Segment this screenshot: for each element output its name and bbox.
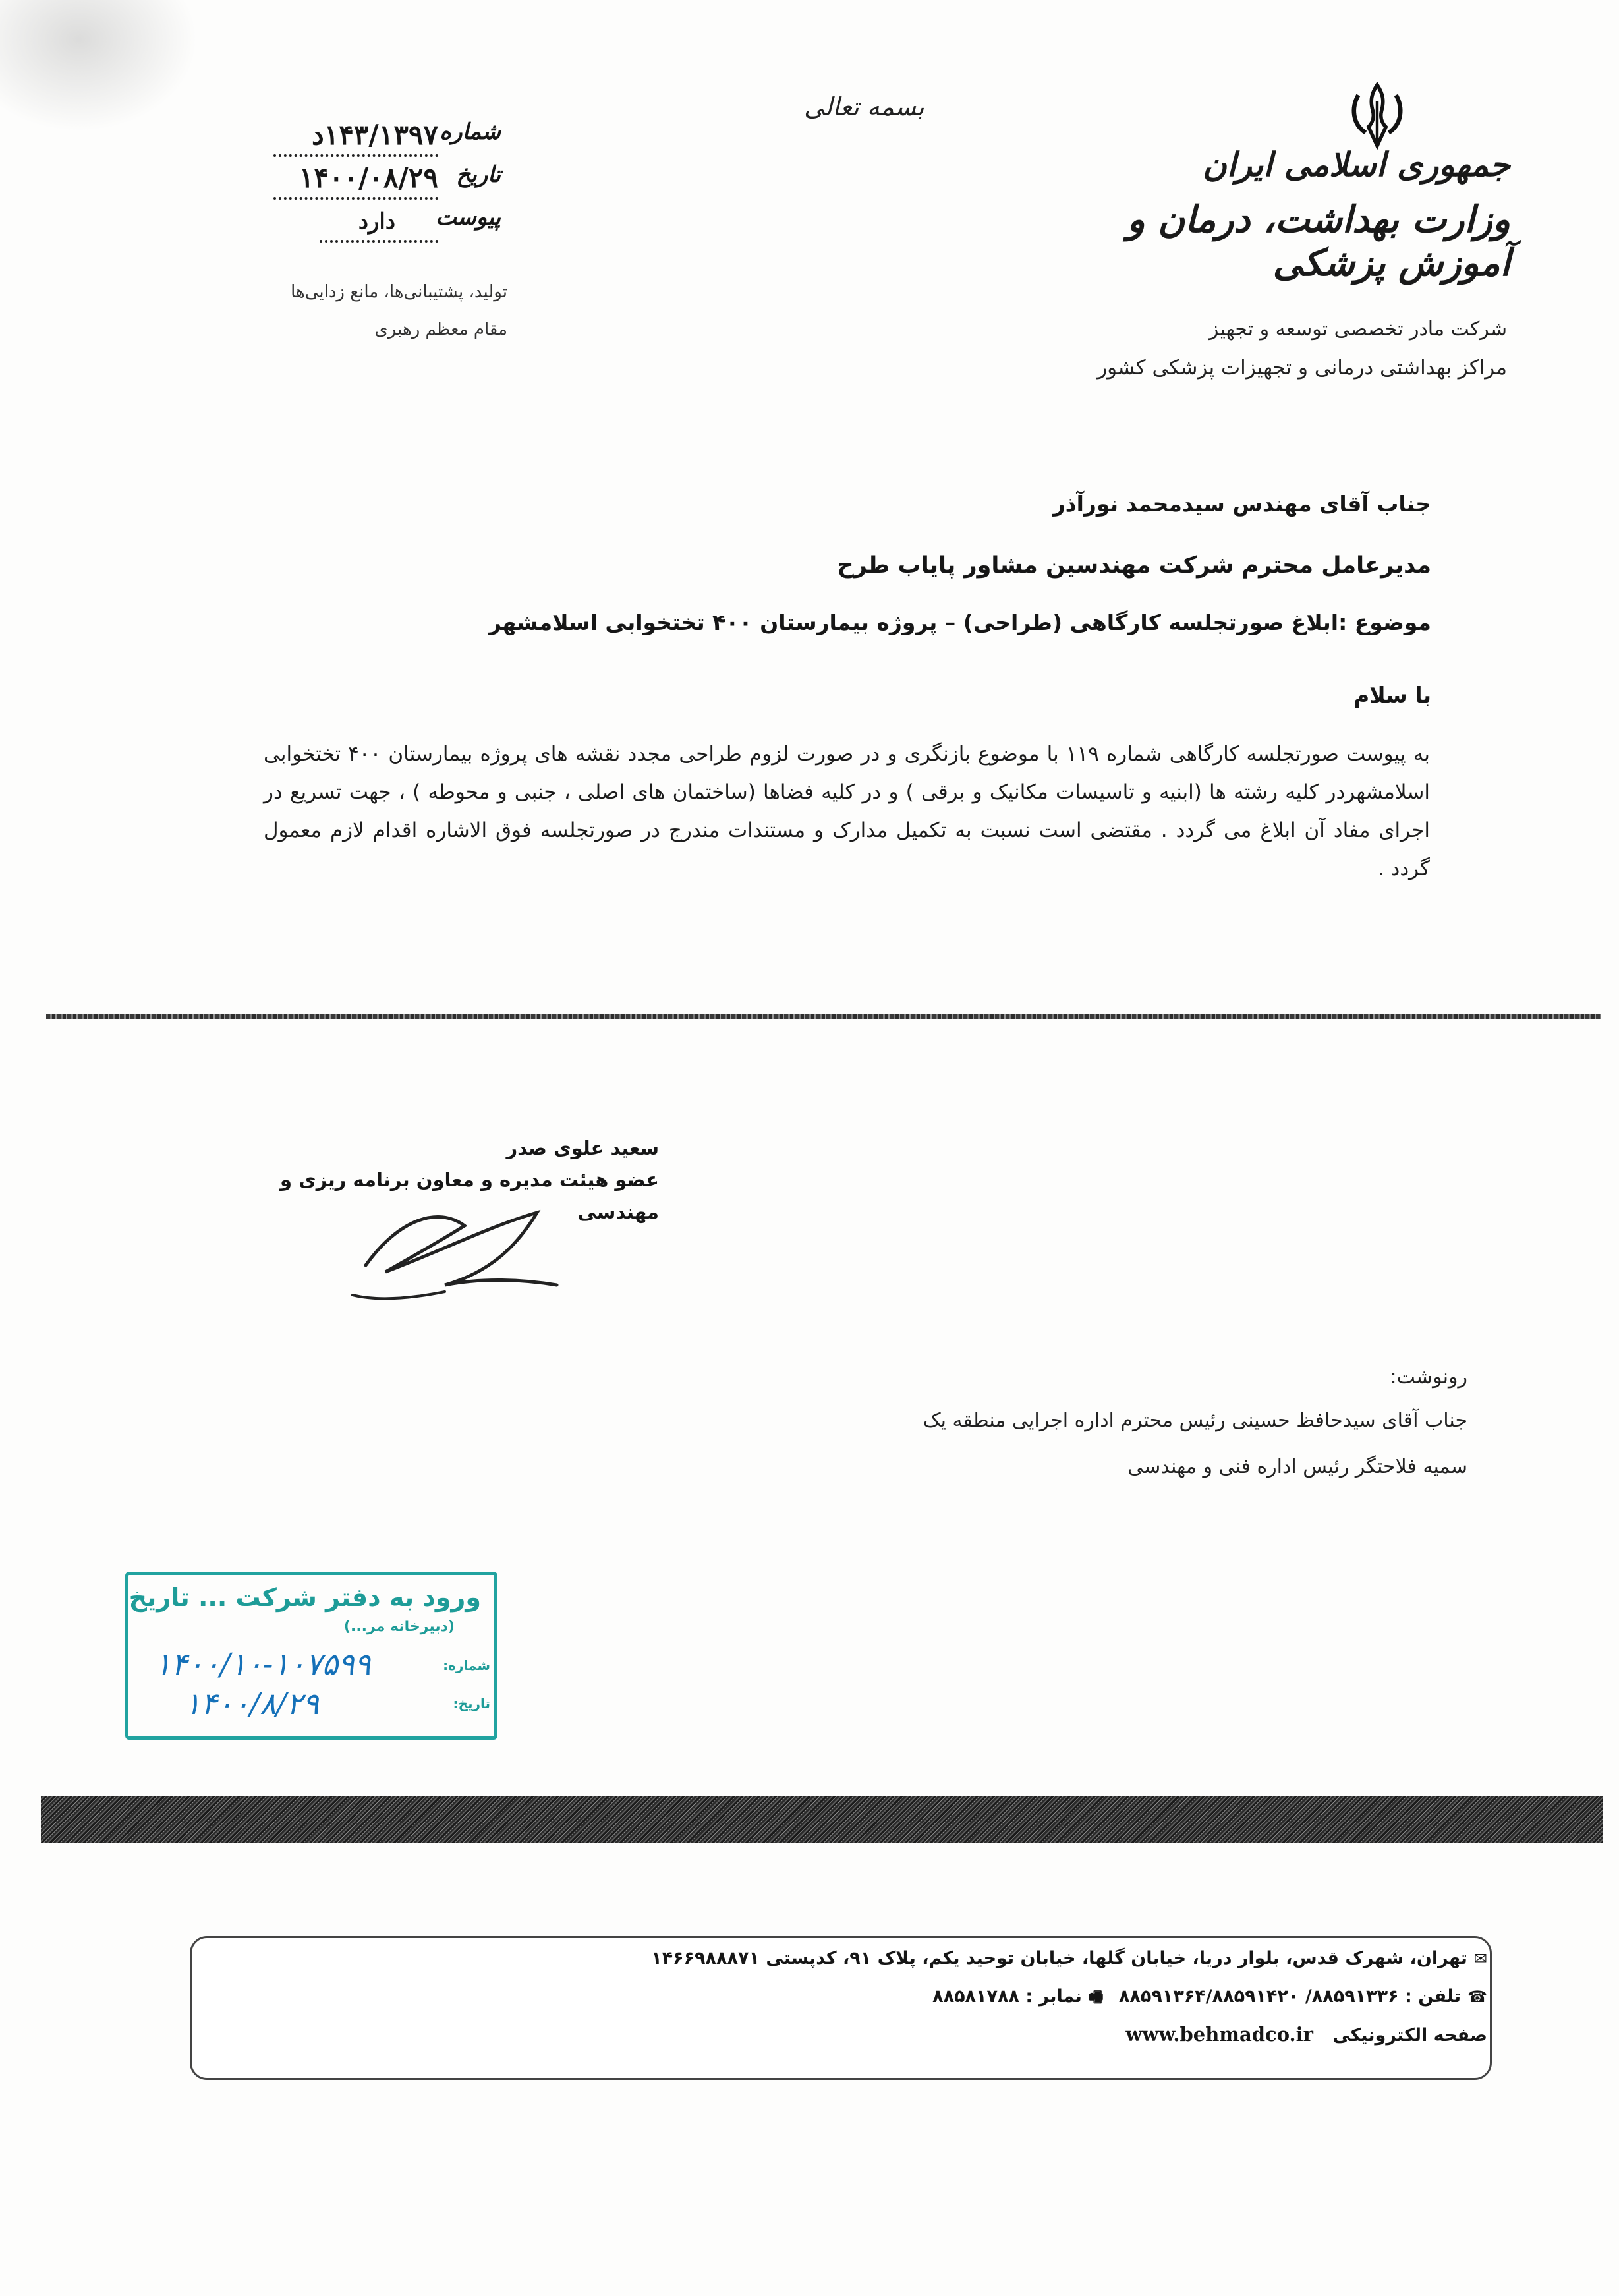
letter-attachment-value: دارد [358, 208, 395, 235]
bismillah: بسمه تعالی [804, 92, 924, 121]
cc-line-1: جناب آقای سیدحافظ حسینی رئیس محترم اداره اجرایی منطقه یک [923, 1409, 1467, 1432]
stamp-number-value: ۱۴۰۰/۱۰-۱۰۷۵۹۹ [155, 1646, 371, 1682]
scan-separator [46, 1014, 1601, 1019]
ministry-line-2: وزارت بهداشت، درمان و آموزش پزشکی [1127, 198, 1510, 285]
addressee-name: جناب آقای مهندس سیدمحمد نورآذر [1052, 491, 1431, 517]
letter-date [264, 161, 501, 201]
org-line-2: مراکز بهداشتی درمانی و تجهیزات پزشکی کشور [1097, 356, 1507, 380]
letter-number [264, 119, 501, 158]
letter-date-value: ۱۴۰۰/۰۸/۲۹ [298, 161, 438, 194]
letter-attachment [264, 204, 501, 244]
org-line-1: شرکت مادر تخصصی توسعه و تجهیز [1208, 318, 1507, 341]
envelope-icon: ✉ [1473, 1949, 1487, 1968]
stamp-date-label: تاریخ: [453, 1696, 490, 1711]
letter-subject: موضوع :ابلاغ صورتجلسه کارگاهی (طراحی) – پروژه بیمارستان ۴۰۰ تختخوابی اسلامشهر [488, 610, 1431, 635]
dotted-line [273, 197, 438, 200]
slogan-line-2: مقام معظم رهبری [374, 320, 507, 339]
stamp-subtitle: (دبیرخانه مر...) [343, 1619, 455, 1635]
letter-body: به پیوست صورتجلسه کارگاهی شماره ۱۱۹ با موضوع بازنگری و در صورت لزوم طراحی مجدد نقشه های پروژه بیمارستان ۴۰۰ تختخوابی اسلامشهردر کلیه رشته ها (ابنیه و تاسیسات مکانیک و برقی ) و در کلیه فضاها (ساختمان های اصلی ، جنبی و محوطه ) ، جهت تسریع در اجرای مفاد آن ابلاغ می گردد . مقتضی است نسبت به تکمیل مدارک و مستندات مندرج در صورتجلسه فوق الاشاره اقدام لازم معمول گردد . [264, 742, 1431, 880]
footer-phone-fax [932, 1986, 1487, 2013]
ministry-line-1: جمهوری اسلامی ایران [1203, 145, 1510, 184]
cc-line-2: سمیه فلاحتگر رئیس اداره فنی و مهندسی [1127, 1455, 1467, 1478]
stamp-date-value: ۱۴۰۰/۸/۲۹ [185, 1686, 319, 1721]
footer-website [1125, 2023, 1487, 2046]
iran-emblem-icon [1341, 79, 1413, 152]
letter-attachment-label: پیوست [435, 204, 501, 231]
greeting: با سلام [1353, 682, 1431, 708]
scan-separator [41, 1796, 1603, 1843]
dotted-line [320, 240, 438, 243]
slogan-line-1: تولید، پشتیبانی‌ها، مانع زدایی‌ها [291, 282, 507, 302]
handwritten-signature [339, 1180, 577, 1305]
signatory-name: سعید علوی صدر [506, 1137, 659, 1159]
signatory-title-2: مهندسی [577, 1201, 659, 1223]
secretariat-stamp [125, 1572, 497, 1740]
telephone-icon: ☎ [1467, 1988, 1487, 2006]
letter-date-label: تاریخ [456, 161, 501, 188]
cc-label: رونوشت: [1390, 1365, 1467, 1389]
signatory-title-1: عضو هیئت مدیره و معاون برنامه ریزی و [280, 1168, 659, 1191]
phone-text: تلفن : ۸۸۵۹۱۳۳۶/ ۸۸۵۹۱۳۶۴/۸۸۵۹۱۴۲۰ [1118, 1986, 1462, 2007]
stamp-number-label: شماره: [443, 1657, 490, 1673]
fax-icon: 🖷 [1088, 1988, 1104, 2006]
scan-artifact [0, 0, 198, 132]
letter-number-value: ۱۴۳/۱۳۹۷د [312, 119, 438, 151]
addressee-title: مدیرعامل محترم شرکت مهندسین مشاور پایاب طرح [837, 552, 1431, 579]
address-text: تهران، شهرک قدس، بلوار دریا، خیابان گلها، خیابان توحید یکم، پلاک ۹۱، کدپستی ۱۴۶۶۹۸۸۸۷۱ [651, 1948, 1467, 1968]
website-link[interactable]: www.behmadco.ir [1125, 2023, 1313, 2046]
stamp-title: ورود به دفتر شرکت ... تاریخ [128, 1583, 481, 1612]
letter-number-label: شماره [440, 119, 501, 145]
dotted-line [273, 154, 438, 157]
fax-text: نمابر : ۸۸۵۸۱۷۸۸ [932, 1986, 1082, 2007]
footer-address [651, 1948, 1487, 1968]
website-label: صفحه الکترونیکی [1332, 2025, 1487, 2046]
